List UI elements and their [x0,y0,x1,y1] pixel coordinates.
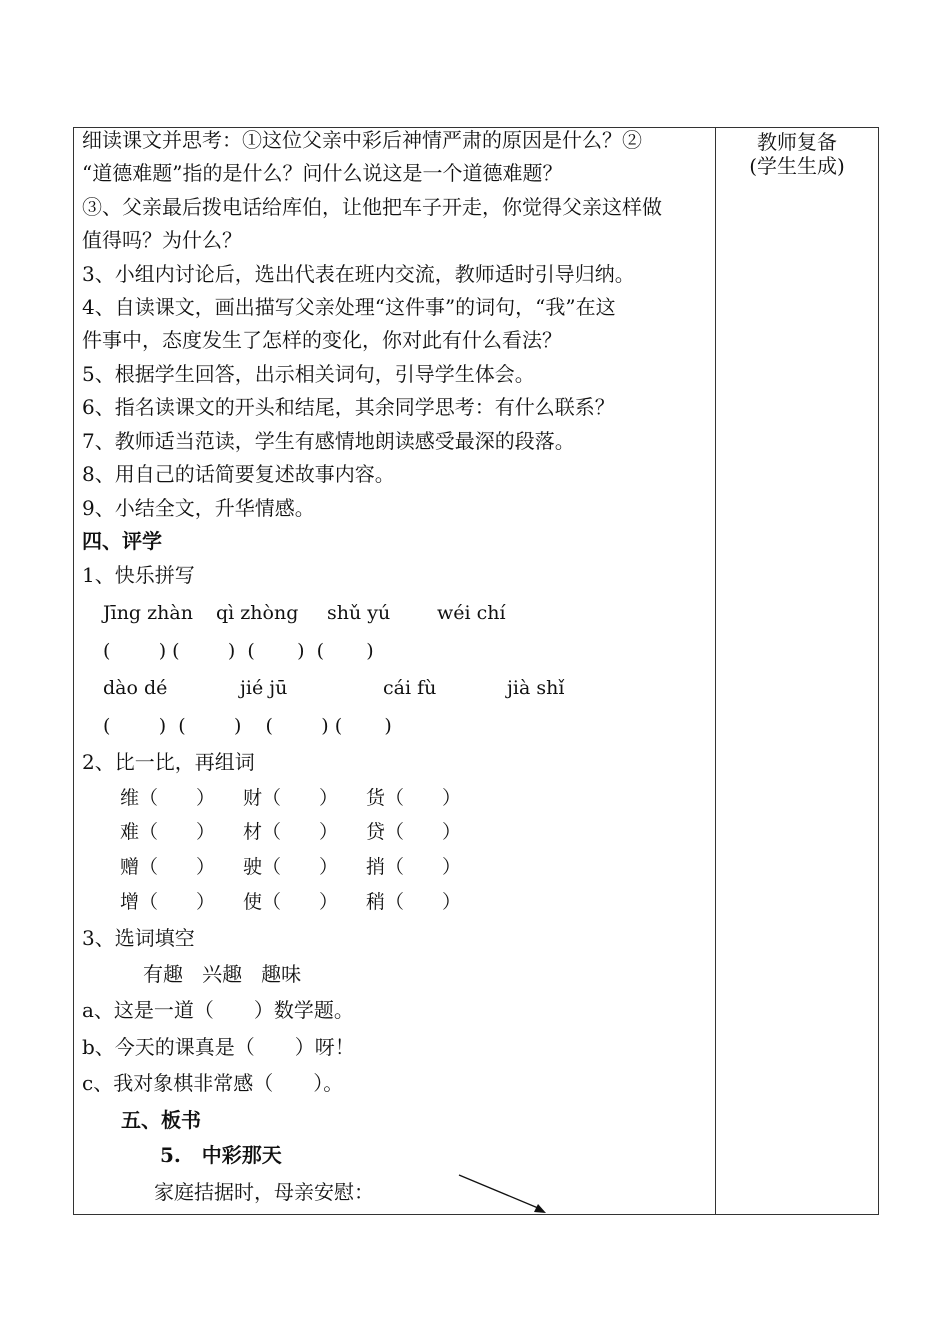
pinyin-word: wéi chí [437,602,506,624]
text-line: ③、父亲最后拨电话给库伯，让他把车子开走，你觉得父亲这样做 [82,195,662,219]
compare-cell: 使（ ） [243,891,339,913]
pinyin-word: cái fù [383,677,437,699]
pinyin-word: dào dé [103,677,168,699]
text-line: 值得吗？为什么？ [82,228,242,252]
text-line: 5、根据学生回答，出示相关词句，引导学生体会。 [82,362,535,386]
pinyin-word: qì zhòng [216,602,299,624]
question-title: 1、快乐拼写 [82,563,195,587]
text-line: 6、指名读课文的开头和结尾，其余同学思考：有什么联系？ [82,395,615,419]
compare-cell: 驶（ ） [243,856,339,878]
board-lesson-title: 5. 中彩那天 [160,1143,282,1167]
compare-cell: 货（ ） [366,787,462,809]
answer-blanks: ( ) ( ) ( ) ( ) [103,640,374,662]
section-heading: 五、板书 [121,1108,201,1132]
answer-blanks: ( ) ( ) ( ) ( ) [103,715,392,737]
pinyin-word: shǔ yú [327,602,391,624]
compare-cell: 财（ ） [243,787,339,809]
pinyin-word: jié jū [240,677,288,699]
compare-cell: 材（ ） [243,821,339,843]
compare-cell: 增（ ） [120,891,216,913]
pinyin-word: Jīng zhàn [103,602,193,624]
question-title: 3、选词填空 [82,926,195,950]
pinyin-word: jià shǐ [507,677,565,699]
teacher-notes-subtitle: (学生生成) [749,154,845,178]
word-options: 有趣 兴趣 趣味 [143,962,302,986]
text-line: 细读课文并思考：①这位父亲中彩后神情严肃的原因是什么？② [82,128,642,152]
text-line: 件事中，态度发生了怎样的变化，你对此有什么看法？ [82,328,562,352]
compare-cell: 贷（ ） [366,821,462,843]
text-line: 4、自读课文，画出描写父亲处理“这件事”的词句，“我”在这 [82,295,616,319]
fill-sentence: c、我对象棋非常感（ ）。 [82,1071,344,1095]
compare-cell: 赠（ ） [120,856,216,878]
compare-cell: 维（ ） [120,787,216,809]
fill-sentence: a、这是一道（ ）数学题。 [82,998,354,1022]
text-line: “道德难题”指的是什么？问什么说这是一个道德难题？ [82,161,563,185]
text-line: 3、小组内讨论后，选出代表在班内交流，教师适时引导归纳。 [82,262,635,286]
compare-cell: 捎（ ） [366,856,462,878]
teacher-notes-title: 教师复备 [757,130,837,154]
text-line: 9、小结全文，升华情感。 [82,496,315,520]
question-title: 2、比一比，再组词 [82,750,255,774]
section-heading: 四、评学 [82,529,162,553]
text-line: 7、教师适当范读，学生有感情地朗读感受最深的段落。 [82,429,575,453]
board-line: 家庭拮据时，母亲安慰： [154,1180,374,1204]
text-line: 8、用自己的话简要复述故事内容。 [82,462,395,486]
compare-cell: 难（ ） [120,821,216,843]
fill-sentence: b、今天的课真是（ ）呀！ [82,1035,355,1059]
compare-cell: 稍（ ） [366,891,462,913]
